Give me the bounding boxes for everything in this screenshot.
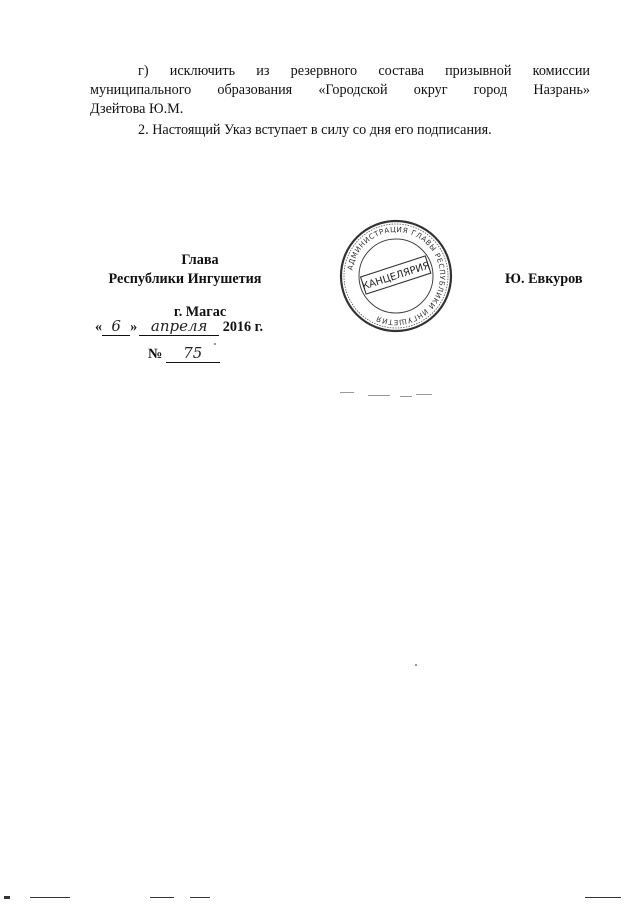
scan-edge-mark <box>585 897 621 898</box>
number-field <box>166 345 220 363</box>
scan-artifact <box>340 392 354 393</box>
paragraph-line-3: Дзейтова Ю.М. <box>90 101 184 117</box>
signer-name: Ю. Евкуров <box>505 271 583 287</box>
scan-artifact <box>415 664 417 666</box>
scan-edge-mark <box>30 897 70 898</box>
paragraph-effective-date: 2. Настоящий Указ вступает в силу со дня его подписания. <box>138 122 492 138</box>
date-day-handwritten: 6 <box>111 317 121 335</box>
date-month-field <box>139 318 219 336</box>
word: из <box>256 63 270 79</box>
date-open-quote: « <box>95 319 103 335</box>
paragraph-exclude-member <box>90 62 590 119</box>
date-month-handwritten: апреля <box>150 317 208 335</box>
word: исключить <box>169 63 236 79</box>
word: муниципального <box>90 82 192 98</box>
document-number <box>148 345 220 363</box>
scan-edge-mark <box>150 897 174 898</box>
word: комиссии <box>532 63 591 79</box>
scan-artifact <box>214 343 216 345</box>
number-handwritten: 75 <box>183 344 203 362</box>
stamp-ring-text: АДМИНИСТРАЦИЯ ГЛАВЫ РЕСПУБЛИКИ ИНГУШЕТИЯ <box>345 224 448 328</box>
word: состава <box>378 63 424 79</box>
scan-artifact <box>400 396 412 397</box>
signatory-title: Глава <box>181 252 219 268</box>
number-label: № <box>148 346 163 362</box>
date-day-field <box>102 318 130 336</box>
scan-edge-mark <box>4 896 10 899</box>
word: призывной <box>445 63 512 79</box>
word: г) <box>138 63 149 79</box>
date-close-quote: » <box>130 319 138 335</box>
paragraph-line-1 <box>90 62 590 81</box>
stamp-center-text: КАНЦЕЛЯРИЯ <box>360 260 432 293</box>
word: резервного <box>290 63 358 79</box>
word: город <box>473 82 508 98</box>
word: «Городской <box>318 82 388 98</box>
word: округ <box>413 82 448 98</box>
signatory-region: Республики Ингушетия <box>108 271 262 287</box>
scan-artifact <box>368 395 390 396</box>
paragraph-line-2 <box>90 81 590 100</box>
date-year: 2016 г. <box>222 319 264 335</box>
office-stamp-seal <box>336 216 456 336</box>
word: Назрань» <box>533 82 591 98</box>
signing-city: г. Магас <box>173 304 227 320</box>
scan-edge-mark <box>190 897 210 898</box>
word: образования <box>217 82 293 98</box>
scan-artifact <box>416 394 432 395</box>
signing-date <box>95 318 263 337</box>
